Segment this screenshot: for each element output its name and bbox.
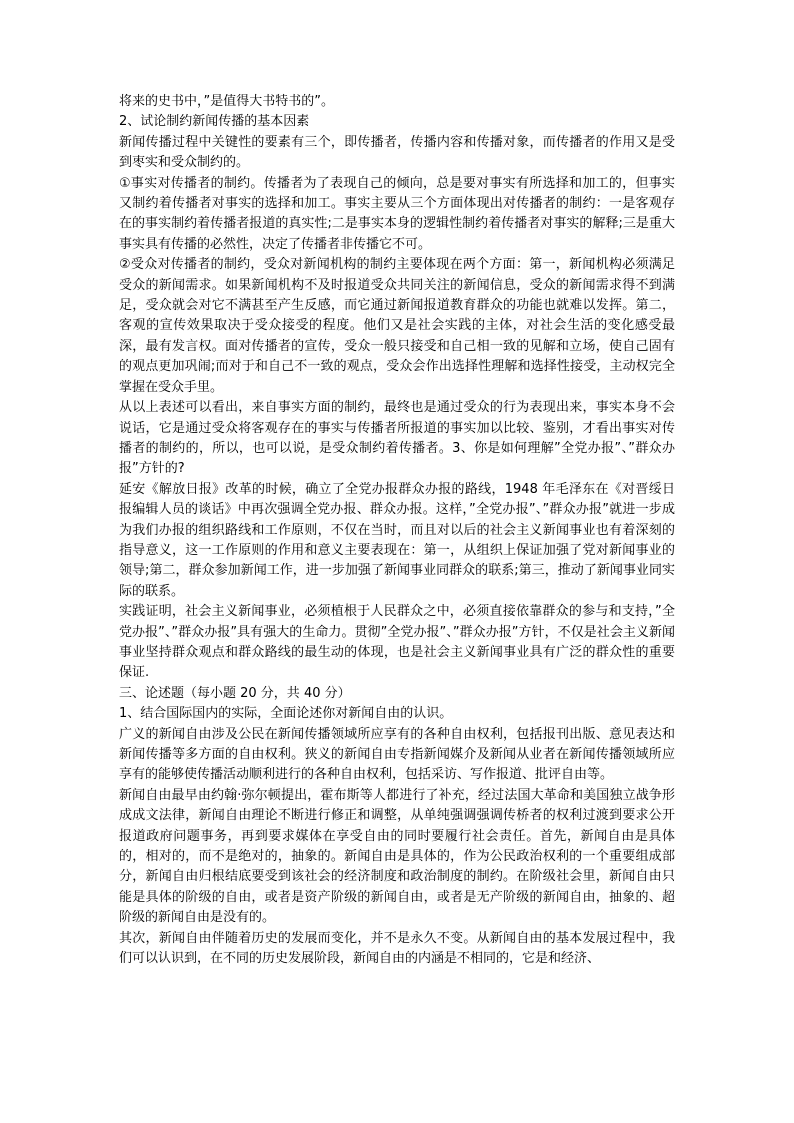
paragraph-yanan-reform: 延安《解放日报》改革的时候，确立了全党办报群众办报的路线，1948 年毛泽东在《对晋绥日报编辑人员的谈话》中再次强调全党办报、群众办报。这样，”全党办报”、”群众办报”就进一步成为我们办报的组织路线和工作原则，不仅在当时，而且对以后的社会主义新闻事业也有着深刻的指导意义，这一工作原则的作用和意义主要表现在：第一，从组织上保证加强了党对新闻事业的领导;第二，群众参加新闻工作，进一步加强了新闻事业同群众的联系;第三，推动了新闻事业同实际的联系。: [119, 481, 675, 599]
paragraph-conclusion-q3: 从以上表述可以看出，来自事实方面的制约，最终也是通过受众的行为表现出来，事实本身不会说话，它是通过受众将客观存在的事实与传播者所报道的事实加以比较、鉴别，才看出事实对传播者的制约的，所以，也可以说，是受众制约着传播者。3、你是如何理解”全党办报”、”群众办报”方针的?: [119, 400, 675, 477]
question-2-heading: 2、试论制约新闻传播的基本因素: [119, 114, 310, 130]
section-3-heading: 三、论述题（每小题 20 分，共 40 分）: [119, 685, 351, 701]
document-page: [119, 92, 675, 969]
essay-question-1: 1、结合国际国内的实际，全面论述你对新闻自由的认识。: [119, 706, 453, 722]
paragraph-audience-constraint: ②受众对传播者的制约，受众对新闻机构的制约主要体现在两个方面：第一，新闻机构必须满足受众的新闻需求。如果新闻机构不及时报道受众共同关注的新闻信息，受众的新闻需求得不到满足，受众就会对它不满甚至产生反感，而它通过新闻报道教育群众的功能也就难以发挥。第二，客观的宣传效果取决于受众接受的程度。他们又是社会实践的主体，对社会生活的变化感受最深，最有发言权。面对传播者的宣传，受众一般只接受和自己相一致的见解和立场，使自己固有的观点更加巩闹;而对于和自己不一致的观点，受众会作出选择性理解和选择性接受，主动权完全掌握在受众手里。: [119, 257, 675, 395]
paragraph-fact-constraint: ①事实对传播者的制约。传播者为了表现自己的倾向，总是要对事实有所选择和加工的，但事实又制约着传播者对事实的选择和加工。事实主要从三个方面体现出对传播者的制约：一是客观存在的事实制约着传播者报道的真实性;二是事实本身的逻辑性制约着传播者对事实的解释;三是重大事实具有传播的必然性，决定了传播者非传播它不可。: [119, 175, 675, 252]
paragraph-press-freedom-change: 其次，新闻自由伴随着历史的发展而变化，并不是永久不变。从新闻自由的基本发展过程中，我们可以认识到，在不同的历史发展阶段，新闻自由的内涵是不相同的，它是和经济、: [119, 930, 675, 967]
paragraph-history-book: 将来的史书中，”是值得大书特书的”。: [119, 94, 334, 109]
paragraph-press-freedom-history: 新闻自由最早由约翰·弥尔顿提出，霍布斯等人都进行了补充，经过法国大革命和美国独立战争形成成文法律，新闻自由理论不断进行修正和调整，从单纯强调强调传桥者的权利过渡到要求公开报道政府问题事务，再到要求媒体在享受自由的同时要履行社会责任。首先，新闻自由是具体的，相对的，而不是绝对的，抽象的。新闻自由是具体的，作为公民政治权利的一个重要组成部分，新闻自由归根结底要受到该社会的经济制度和政治制度的制约。在阶级社会里，新闻自由只能是具体的阶级的自由，或者是资产阶级的新闻自由，或者是无产阶级的新闻自由，抽象的、超阶级的新闻自由是没有的。: [119, 787, 675, 926]
paragraph-press-freedom-definition: 广义的新闻自由涉及公民在新闻传播领域所应享有的各种自由权利，包括报刊出版、意见表达和新闻传播等多方面的自由权利。狭义的新闻自由专指新闻媒介及新闻从业者在新闻传播领域所应享有的能够使传播活动顺利进行的各种自由权利，包括采访、写作报道、批评自由等。: [119, 726, 675, 783]
paragraph-practice-proves: 实践证明，社会主义新闻事业，必须植根于人民群众之中，必须直接依靠群众的参与和支持，”全党办报”、”群众办报”具有强大的生命力。贯彻”全党办报”、”群众办报”方针，不仅是社会主义新闻事业坚持群众观点和群众路线的最生动的体现，也是社会主义新闻事业具有广泛的群众性的重要保证.: [119, 604, 675, 681]
paragraph-key-elements: 新闻传播过程中关键性的要素有三个，即传播者，传播内容和传播对象，而传播者的作用又是受到枣实和受众制约的。: [119, 134, 675, 171]
